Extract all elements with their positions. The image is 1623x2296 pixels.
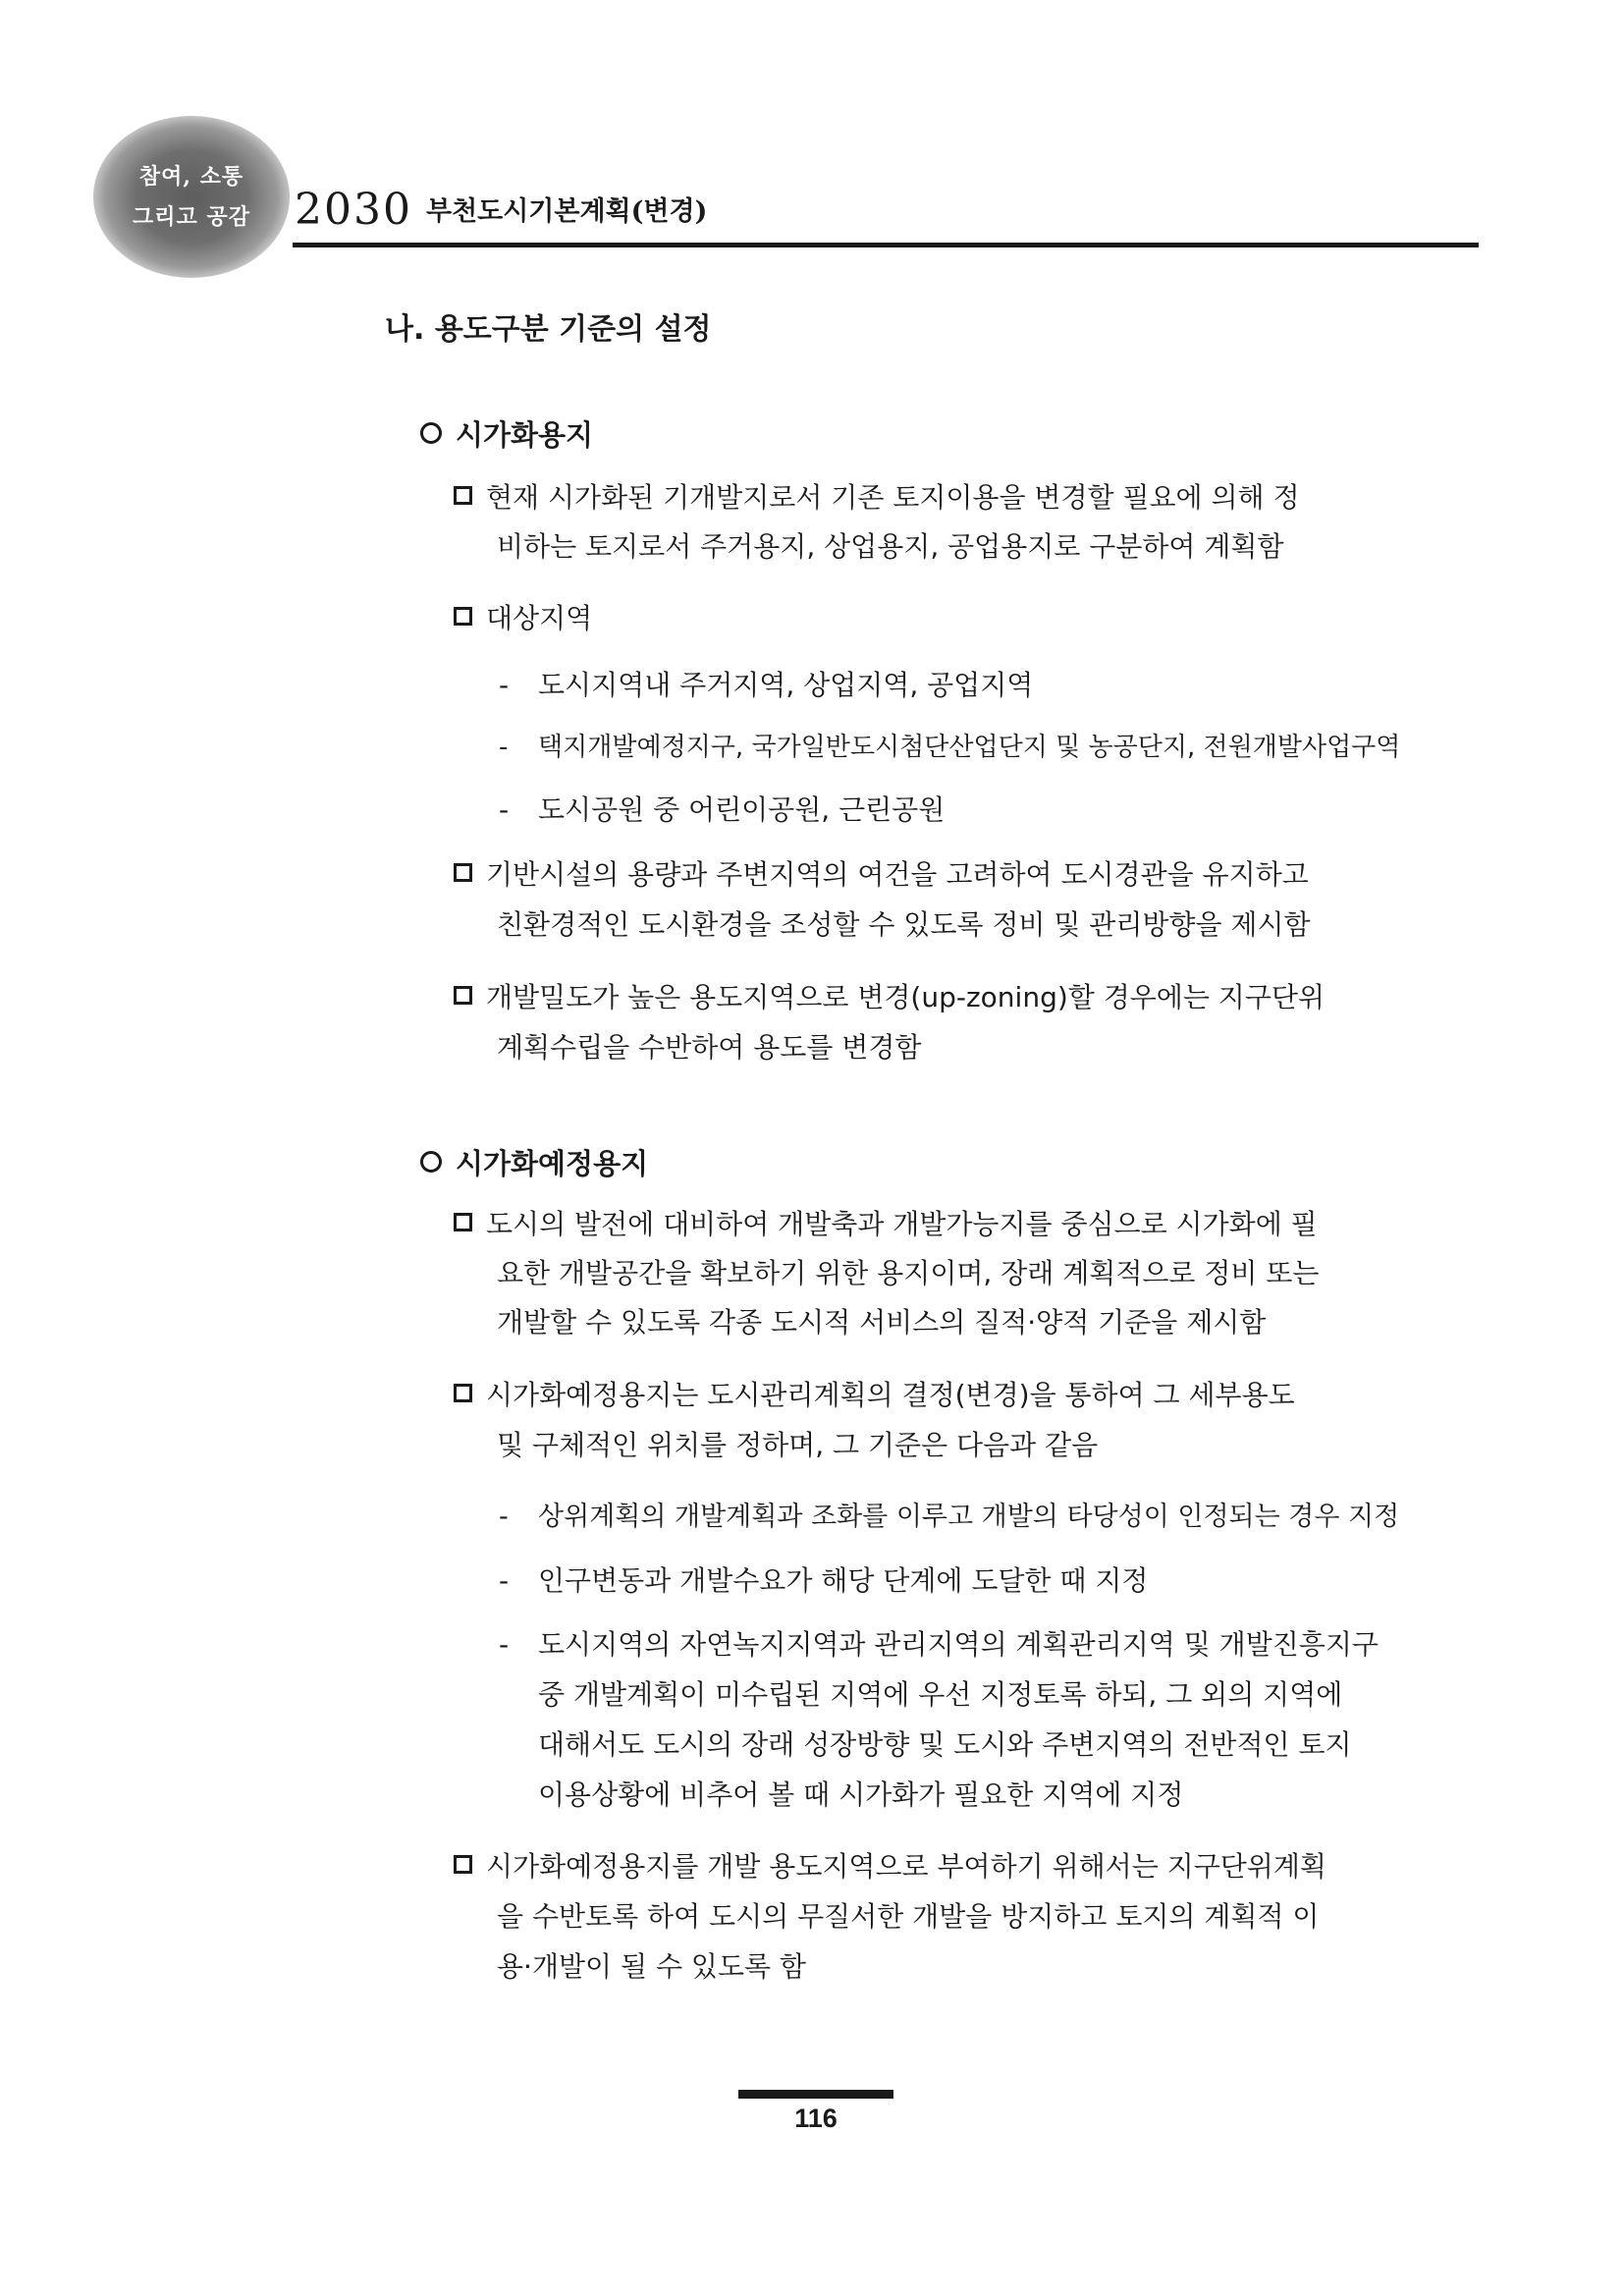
bullet-text: 시가화예정용지를 개발 용도지역으로 부여하기 위해서는 지구단위계획: [486, 1850, 1326, 1883]
dash-item: [499, 1627, 1480, 1663]
subsection-heading-text: 시가화용지: [456, 418, 594, 452]
footer-rule: [738, 2090, 893, 2099]
square-bullet-icon: [454, 986, 472, 1005]
dash-item: [499, 668, 1480, 703]
header-plan-title: 부천도시기본계획(변경): [425, 196, 708, 227]
badge-line2: 그리고 공감: [133, 204, 250, 230]
subsection-heading-urbanized: [420, 417, 593, 453]
page-number: 116: [794, 2104, 838, 2133]
square-bullet-icon: [454, 1213, 472, 1231]
bullet-continuation: 용·개발이 될 수 있도록 함: [497, 1950, 806, 1983]
dash-marker: -: [499, 1628, 510, 1661]
subsection-heading-planned: [420, 1146, 648, 1181]
dash-text: 도시지역의 자연녹지지역과 관리지역의 계획관리지역 및 개발진흥지구: [538, 1628, 1379, 1661]
square-bullet-icon: [454, 863, 472, 882]
dash-text: 도시공원 중 어린이공원, 근린공원: [538, 793, 946, 826]
bullet-item: [454, 480, 1480, 516]
section-title: 나. 용도구분 기준의 설정: [385, 312, 712, 347]
square-bullet-icon: [454, 486, 472, 505]
dash-continuation: 이용상황에 비추어 볼 때 시가화가 필요한 지역에 지정: [538, 1778, 1184, 1811]
dash-marker: -: [499, 1564, 510, 1597]
dash-marker: -: [499, 669, 510, 701]
badge-line1: 참여, 소통: [138, 164, 244, 190]
bullet-continuation: 친환경적인 도시환경을 조성할 수 있도록 정비 및 관리방향을 제시함: [497, 908, 1311, 941]
dash-text: 인구변동과 개발수요가 해당 단계에 도달한 때 지정: [538, 1564, 1149, 1597]
bullet-item: [454, 1378, 1480, 1413]
bullet-text: 대상지역: [486, 602, 593, 634]
bullet-continuation: 개발할 수 있도록 각종 도시적 서비스의 질적·양적 기준을 제시함: [497, 1306, 1267, 1339]
dash-item: [499, 793, 1480, 828]
header-badge: [93, 116, 290, 278]
dash-continuation: 중 개발계획이 미수립된 지역에 우선 지정토록 하되, 그 외의 지역에: [538, 1678, 1343, 1711]
subsection-heading-text: 시가화예정용지: [456, 1147, 649, 1180]
dash-item: [499, 730, 1480, 765]
bullet-item: [454, 980, 1480, 1015]
bullet-continuation: 요한 개발공간을 확보하기 위한 용지이며, 장래 계획적으로 정비 또는: [497, 1257, 1320, 1289]
bullet-item: [454, 1849, 1480, 1885]
dash-continuation: 대해서도 도시의 장래 성장방향 및 도시와 주변지역의 전반적인 토지: [538, 1728, 1352, 1761]
dash-marker: -: [499, 1502, 509, 1532]
bullet-item: [454, 1207, 1480, 1242]
dash-text: 택지개발예정지구, 국가일반도시첨단산업단지 및 농공단지, 전원개발사업구역: [538, 733, 1401, 762]
header-title: [295, 185, 707, 235]
dash-text: 상위계획의 개발계획과 조화를 이루고 개발의 타당성이 인정되는 경우 지정: [538, 1502, 1400, 1532]
header-year: 2030: [295, 185, 412, 235]
square-bullet-icon: [454, 607, 472, 626]
dash-item: [499, 1563, 1480, 1599]
dash-marker: -: [499, 733, 509, 762]
bullet-continuation: 을 수반토록 하여 도시의 무질서한 개발을 방지하고 토지의 계획적 이: [497, 1900, 1320, 1933]
square-bullet-icon: [454, 1855, 472, 1874]
bullet-text: 현재 시가화된 기개발지로서 기존 토지이용을 변경할 필요에 의해 정: [486, 481, 1300, 514]
bullet-item: [454, 601, 1480, 636]
bullet-text: 개발밀도가 높은 용도지역으로 변경(up-zoning)할 경우에는 지구단위: [486, 981, 1325, 1013]
circle-bullet-icon: [420, 422, 442, 444]
dash-item: [499, 1500, 1480, 1535]
square-bullet-icon: [454, 1384, 472, 1402]
dash-text: 도시지역내 주거지역, 상업지역, 공업지역: [538, 669, 1034, 701]
bullet-text: 시가화예정용지는 도시관리계획의 결정(변경)을 통하여 그 세부용도: [486, 1379, 1295, 1411]
bullet-continuation: 계획수립을 수반하여 용도를 변경함: [497, 1031, 922, 1064]
bullet-continuation: 비하는 토지로서 주거용지, 상업용지, 공업용지로 구분하여 계획함: [497, 530, 1284, 563]
dash-marker: -: [499, 793, 510, 826]
bullet-text: 기반시설의 용량과 주변지역의 여건을 고려하여 도시경관을 유지하고: [486, 858, 1309, 891]
bullet-text: 도시의 발전에 대비하여 개발축과 개발가능지를 중심으로 시가화에 필: [486, 1208, 1318, 1240]
bullet-item: [454, 857, 1480, 893]
bullet-continuation: 및 구체적인 위치를 정하며, 그 기준은 다음과 같음: [497, 1429, 1099, 1461]
circle-bullet-icon: [420, 1151, 442, 1173]
header-rule: [293, 243, 1479, 247]
